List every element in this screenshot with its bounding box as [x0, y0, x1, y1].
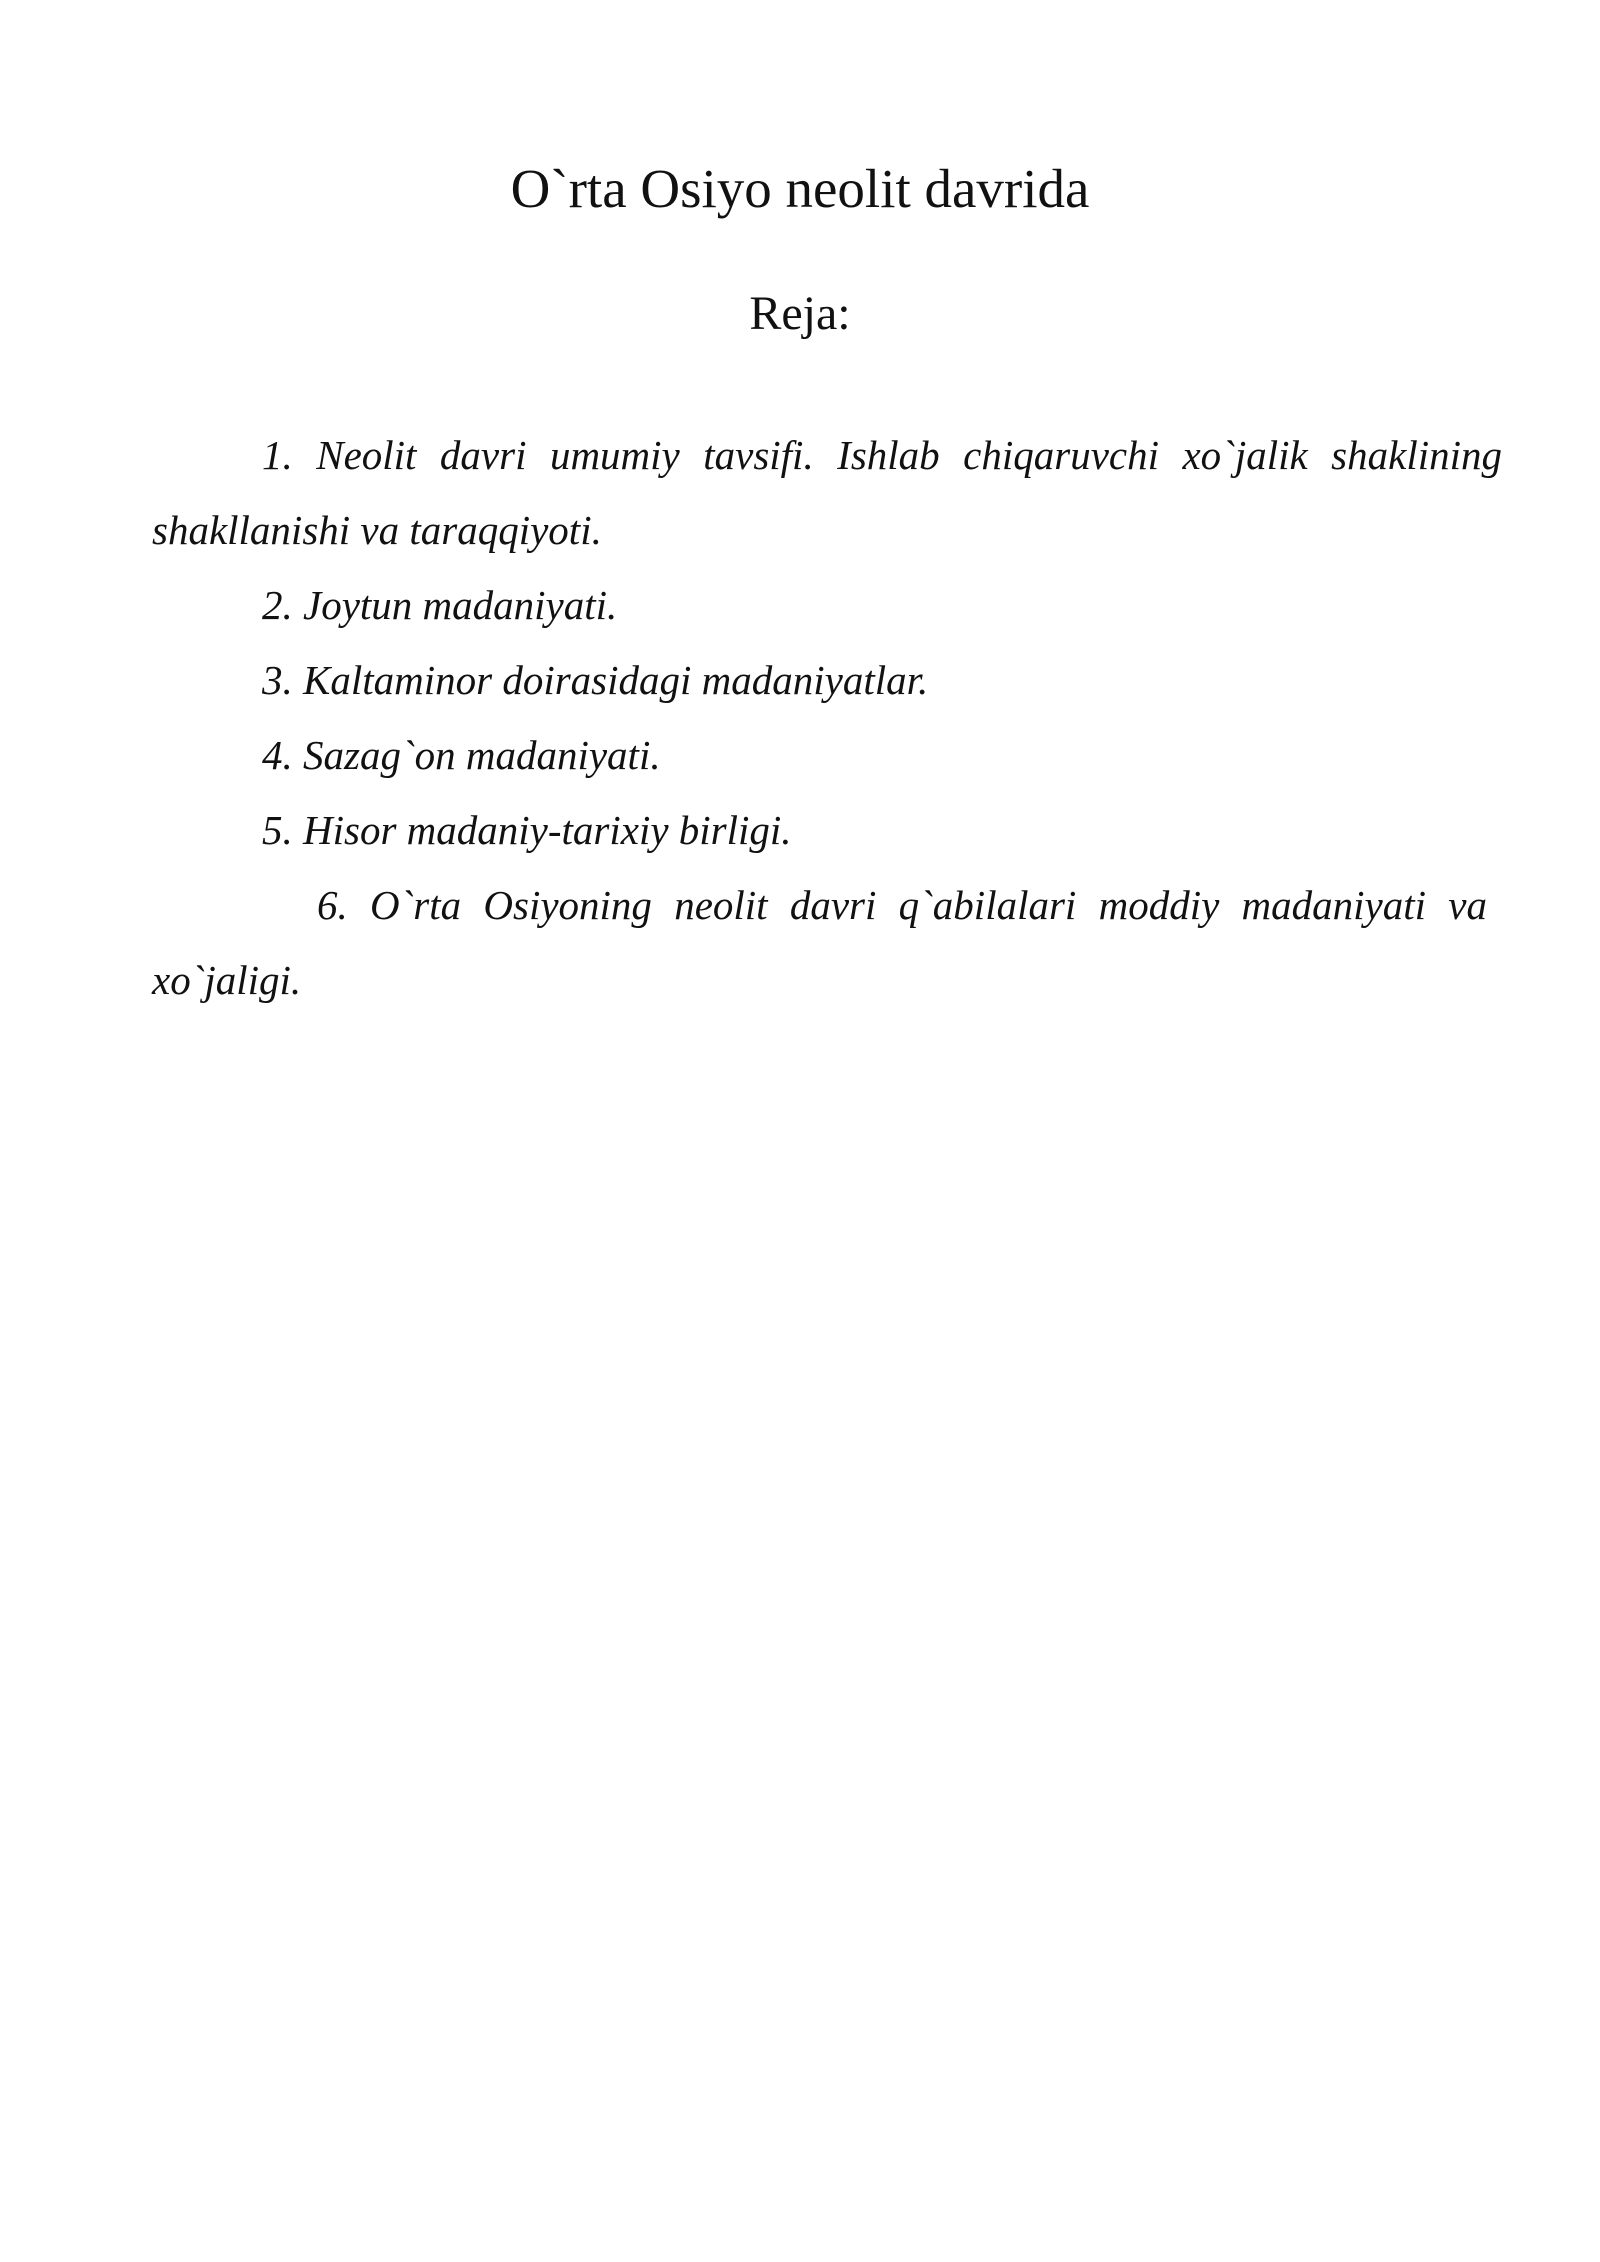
plan-item-6-line-2: xo`jaligi.: [152, 957, 302, 1003]
plan-heading: Reja:: [749, 287, 851, 340]
plan-item-3: 3. Kaltaminor doirasidagi madaniyatlar.: [262, 657, 929, 703]
plan-item-5: 5. Hisor madaniy-tarixiy birligi.: [262, 807, 792, 853]
plan-item-6: [152, 868, 1502, 1018]
plan-item-6-line-1: 6. O`rta Osiyoning neolit davri q`abilalari moddiy madaniyati va: [317, 882, 1487, 928]
plan-item-1-line-1: 1. Neolit davri umumiy tavsifi. Ishlab chiqaruvchi xo`jalik shaklining: [262, 432, 1502, 478]
plan-item-1: [152, 418, 1502, 568]
plan-item-2: 2. Joytun madaniyati.: [262, 582, 618, 628]
page-title: O`rta Osiyo neolit davrida: [510, 158, 1090, 219]
plan-list: [152, 418, 1502, 1018]
plan-item-4: 4. Sazag`on madaniyati.: [262, 732, 661, 778]
plan-item-1-line-2: shakllanishi va taraqqiyoti.: [152, 507, 602, 553]
